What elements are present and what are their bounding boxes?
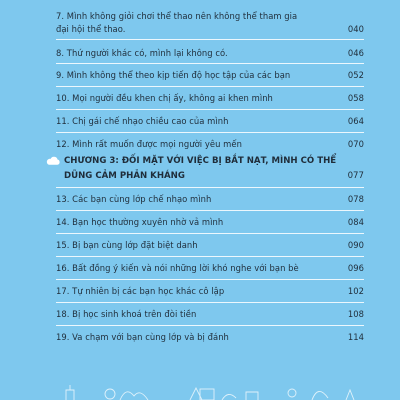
toc-item-label: 9. Mình không thể theo kịp tiến độ học tập của các bạn [56, 70, 291, 80]
toc-item-page: 046 [347, 48, 364, 58]
toc-item[interactable] [46, 280, 364, 298]
divider [56, 279, 364, 280]
toc-item[interactable] [46, 303, 364, 321]
toc-item-page: 114 [347, 332, 364, 342]
divider [56, 39, 364, 40]
divider [56, 325, 364, 326]
toc-item-label: 13. Các bạn cùng lớp chế nhạo mình [56, 194, 212, 204]
toc-item-label: 11. Chị gái chế nhạo chiều cao của mình [56, 116, 229, 126]
toc-item-label: 10. Mọi người đều khen chị ấy, không ai khen mình [56, 93, 273, 103]
toc-item[interactable] [46, 234, 364, 252]
toc-item[interactable] [46, 40, 364, 60]
divider [56, 86, 364, 87]
chapter-3 [46, 155, 364, 344]
divider [56, 187, 364, 188]
chapter-title-line1: CHƯƠNG 3: ĐỐI MẶT VỚI VIỆC BỊ BẮT NẠT, MÌNH CÓ THỂ [64, 156, 337, 166]
toc-item[interactable] [46, 87, 364, 105]
toc-item[interactable] [46, 64, 364, 82]
chapter-page: 077 [347, 171, 364, 181]
toc-item-label: 12. Mình rất muốn được mọi người yêu mến [56, 139, 242, 149]
cloud-icon [46, 156, 60, 165]
toc-item-label: 19. Va chạm với bạn cùng lớp và bị đánh [56, 332, 229, 342]
toc-item[interactable] [46, 8, 364, 36]
toc-item-page: 064 [347, 116, 364, 126]
toc-item-label: 16. Bất đồng ý kiến và nói những lời khó nghe với bạn bè [56, 263, 299, 273]
toc-item[interactable] [46, 257, 364, 275]
divider [56, 256, 364, 257]
toc-list-top [46, 8, 364, 151]
chapter-heading[interactable] [46, 155, 364, 168]
toc-item[interactable] [46, 326, 364, 344]
toc-item-label: 8. Thứ người khác có, mình lại không có. [56, 48, 228, 58]
toc-item-label: 15. Bị bạn cùng lớp đặt biệt danh [56, 240, 198, 250]
divider [56, 132, 364, 133]
toc-item-page: 096 [347, 263, 364, 273]
chapter-title [46, 155, 342, 168]
divider [56, 302, 364, 303]
chapter-heading-line2[interactable] [46, 170, 364, 183]
toc-item-page: 102 [347, 286, 364, 296]
toc-item-page: 058 [347, 93, 364, 103]
toc-item-page: 078 [347, 194, 364, 204]
divider [56, 233, 364, 234]
toc-item-page: 090 [347, 240, 364, 250]
toc-item[interactable] [46, 188, 364, 206]
toc-item-label: 17. Tự nhiên bị các bạn học khác cô lập [56, 286, 225, 296]
toc-item[interactable] [46, 110, 364, 128]
toc-item-page: 040 [347, 24, 364, 34]
divider [56, 63, 364, 64]
toc-item-label: 7. Mình không giỏi chơi thể thao nên không thể tham gia đại hội thể thao. [56, 11, 298, 34]
toc-item-label: 18. Bị học sinh khoá trên đòi tiền [56, 309, 197, 319]
toc-item-page: 052 [347, 70, 364, 80]
toc-item-label: 14. Bạn học thường xuyên nhờ vả mình [56, 217, 224, 227]
divider [56, 210, 364, 211]
toc-item-page: 070 [347, 139, 364, 149]
decorative-doodles [0, 376, 400, 400]
toc-item-page: 084 [347, 217, 364, 227]
toc-item[interactable] [46, 133, 364, 151]
chapter-title-line2: DŨNG CẢM PHẢN KHÁNG [64, 171, 185, 181]
toc-item[interactable] [46, 211, 364, 229]
toc-page [46, 0, 364, 400]
toc-item-page: 108 [347, 309, 364, 319]
divider [56, 109, 364, 110]
